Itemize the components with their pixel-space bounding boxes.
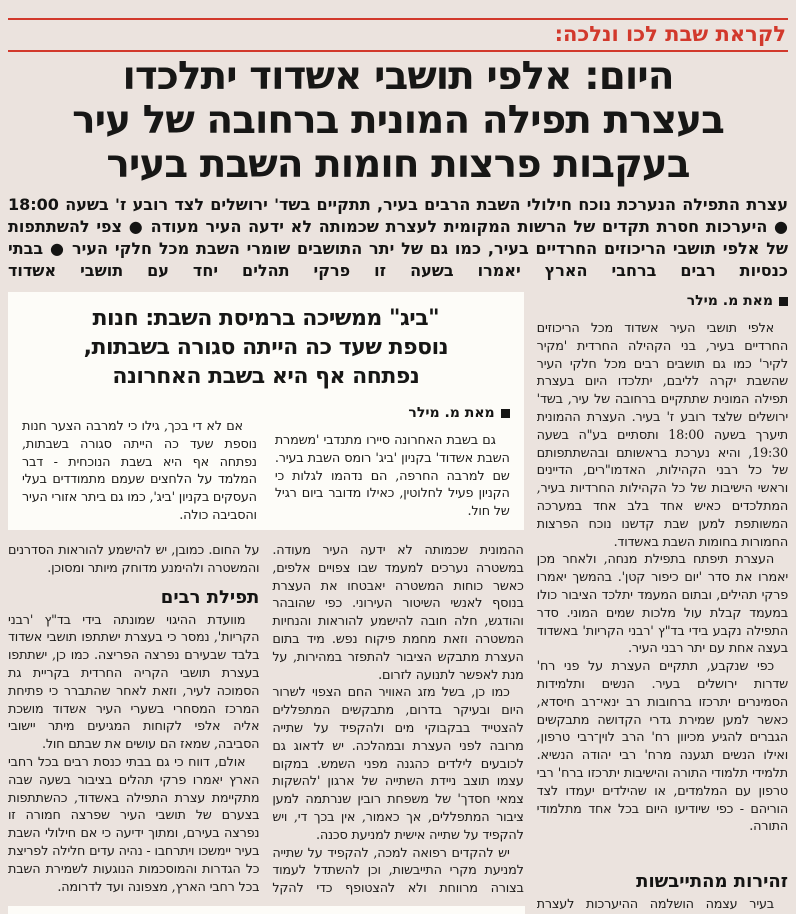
byline-author: מאת מ. מילר — [686, 293, 773, 309]
headline-line-3: בעקבות פרצות חומות השבת בעיר — [106, 142, 690, 187]
box-headline — [22, 304, 510, 391]
byline-square-icon — [501, 409, 510, 418]
box-article-byline — [275, 404, 510, 422]
box-headline-line-1: "ביג" ממשיכה ברמיסת השבת: חנות — [92, 306, 440, 331]
article-columns — [8, 292, 788, 914]
article-paragraph: מוועדת ההיגוי שמונתה בידי בד"ץ 'רבני הקריות', נמסר כי בעצרת ישתתפו תושבי אשדוד בלבד שבעירם נפרצה הפריצה. כמו כן, ישתתפו בעצרת תושבי הקריה החרדית בקריית גת הסמוכה לעיר, וזאת לאחר שהתברר כי פתיחת המרכז המסחרי בשערי העיר אשדוד מושכת אליה אלפי לקוחות המגיעים מיתר יישובי הסביבה, שמאז הם עושים את שבתם חול. — [8, 612, 260, 753]
main-article-body-right — [537, 320, 788, 863]
main-article-column-left — [8, 542, 259, 914]
main-article-byline — [537, 292, 788, 310]
byline-square-icon — [779, 297, 788, 306]
article-paragraph: גם בשבת האחרונה סיירו מתנדבי 'משמרת השבת אשדוד' בקניון 'ביג' רומס השבת בעיר. שם למרבה החרפה, הם נדהמו לגלות כי הקניון פעיל לחלוטין, כאילו מדובר ביום רגיל של חול. — [274, 433, 510, 520]
kicker-rule-bottom — [8, 50, 788, 52]
next-article-strip — [8, 906, 525, 914]
box-headline-line-3: נפתחה אף היא בשבת האחרונה — [112, 364, 420, 389]
article-paragraph: אלפי תושבי העיר אשדוד מכל הריכוזים החרדיים בעיר, בני הקהילה החרדית 'מקיר לקיר' כמו גם תושבים רבים מכל חלקי העיר שהשבת יקרה לליבם, יתלכדו היום בעצרת תפילה המונית שתתקיים ברחובה של עיר, בשד' ירושלים שלצד רובע ז' בעיר. העצרת ההמונית תיערך בשעה 18:00 ותסתיים בע"ה בשעה 19:30, והיא נערכת בראשותם ובהשתתפותם של כל רבני הקהילות, האדמו"רים, הדיינים וראשי הישיבות של כל הקהילות החרדיות בעיר, המתלכדים כאיש אחד בלב אחד במערכה המשותפת למען שבת קדשנו נוכח הפרצות החמורות בחומות השבת באשדוד. — [536, 321, 788, 550]
article-paragraph: כפי שנקבע, תתקיים העצרת על פני רח' שדרות ירושלים בעיר. הנשים ותלמידות הסמינרים יתרכזו ברחובות רב ינאי־רב חיסדא, כאשר למען שמירת גדרי הקדושה מתבקשים הגברים להגיע מכיוון רח' הרב לוין־רבי טרפון, ואילו הנשים תגענה מרח' רבי יהודה הנשיא. תלמידי תלמודי התורה והישיבות יתרכזו ברח' רבי טרפון עם המלמדים, או שהילדים יעמדו לצד הוריהם - כפי שיודיעו היום בכל אחד מתלמודי התורה. — [536, 659, 788, 835]
main-article-column-right — [537, 292, 788, 914]
article-paragraph-continued: ההמונית שכמותה לא ידעה העיר מעודה. במשטרה נערכים למעמד שבו צפויים אלפים, כאשר כוחות המשטרה יאבטחו את העצרת בנוסף לאנשי השיטור העירוני. כפי שהובהר והודגש, חלה חובה להישמע להוראות והנחיות המשטרה וזאת מחמת פיקוח נפש. מיד בתום העצרת מתבקש הציבור להתפזר במהירות, על מנת לאפשר לתנועה לזרום. — [272, 543, 524, 683]
article-paragraph: אם לא די בכך, גילו כי למרבה הצער חנות נוספת שעד כה הייתה סגורה בשבתות, נפתחה אף היא בשבת הנוכחית - דבר המלמד על הלחצים שעמם מתמודדים בעלי העסקים בקניון 'ביג', כמו גם ביתר אזורי העיר והסביבה כולה. — [22, 419, 257, 523]
deck-text: עצרת התפילה הנערכת נוכח חילולי השבת הרבים בעיר, תתקיים בשד' ירושלים לצד רובע ז' בשעה 18:00 ● היערכות חסרת תקדים של הרשות המקומית לעצרת שכמותה לא ידעה העיר מעודה ● צפי להשתתפות של אלפי תושבי הריכוזים החרדיים בעיר, כמו גם של יתר התושבים שומרי השבת מכל חלקי העיר ● בבתי כנסיות רבים ברחבי הארץ יאמרו בשעה זו פרקי תהלים יחד עם תושבי אשדוד — [8, 195, 788, 280]
article-paragraph: כמו כן, בשל מזג האוויר החם הצפוי לשרור היום ובעיקר בדרום, מתבקשים המתפללים להצטייד בבקבוקי מים ולהקפיד על שתייה מרובה לפני העצרת ובמהלכה. יש לדאוג גם לכובעים לילדים כהגנה מפני השמש. במקום עצמו תוצב ניידת השתייה של ארגון 'להשקות צמאי חסדך' של משפחת רובין שנרתמה למען ציבור המתפללים, אך כאמור, אין בכך די, ויש להקפיד על שתייה אישית למניעת סכנה. — [272, 685, 524, 843]
article-paragraph-continued: על החום. כמובן, יש להישמע להוראות הסדרנים והמשטרה ולהימנע מדוחק מיותר ומסוכן. — [8, 543, 260, 576]
box-column-right — [275, 404, 510, 525]
article-paragraph: יש להקדים רפואה למכה, להקפיד על שתייה למניעת מקרי התייבשות, וכן להשתדל לעמוד בצורה מרווחת ולא להצטופף כדי להקל — [272, 845, 524, 897]
article-paragraph: אולם, דווח כי גם בבתי כנסת רבים בכל רחבי הארץ יאמרו פרקי תהלים בציבור בשעה שבה מתקיימת עצרת התפילה באשדוד, כהשתתפות בצערם של תושבי העיר שפרצה חמורה זו נפרצה בעירם, ומתוך ידיעה כי אם חילולי השבת בעיר יימשכו ויתרחבו - נהיה עדים חלילה לפריצת כל הגדרות והמוסכמות הנוגעות לשמירת השבת בכל רחבי הארץ, מצפונה ועד לדרומה. — [8, 754, 260, 895]
section-subhead-dehydration: זהירות מהתייבשות — [636, 871, 788, 893]
headline-line-1: היום: אלפי תושבי אשדוד יתלכדו — [122, 54, 674, 99]
box-headline-line-2: נוספת שעד כה הייתה סגורה בשבתות, — [83, 335, 449, 360]
box-article-columns — [22, 404, 510, 525]
main-headline — [8, 55, 788, 187]
article-paragraph: העצרת תיפתח בתפילת מנחה, ולאחר מכן יאמרו את סדר 'יום כיפור קטן'. בהמשך יאמרו פרקי תהילים, ובתום המעמד יתלכד הציבור כולו במעמד קבלת עול מלכות שמים המוני. סדר התפילה נקבע בידי בד"ץ 'רבני הקריות' באשדוד בעצה אחת עם יתר רבני העיר. — [536, 552, 788, 657]
headline-line-2: בעצרת תפילה המונית ברחובה של עיר — [72, 98, 724, 143]
main-article-column-middle — [272, 542, 523, 914]
inset-article-box — [8, 292, 524, 530]
kicker-label: לקראת שבת לכו ונלכה: — [554, 22, 786, 46]
byline-author: מאת מ. מילר — [408, 405, 495, 421]
article-paragraph-continued: בעיר עצמה הושלמה ההיערכות לעצרת — [536, 897, 774, 913]
box-column-left — [22, 404, 257, 525]
section-subhead-prayer: תפילת רבים — [160, 586, 260, 608]
